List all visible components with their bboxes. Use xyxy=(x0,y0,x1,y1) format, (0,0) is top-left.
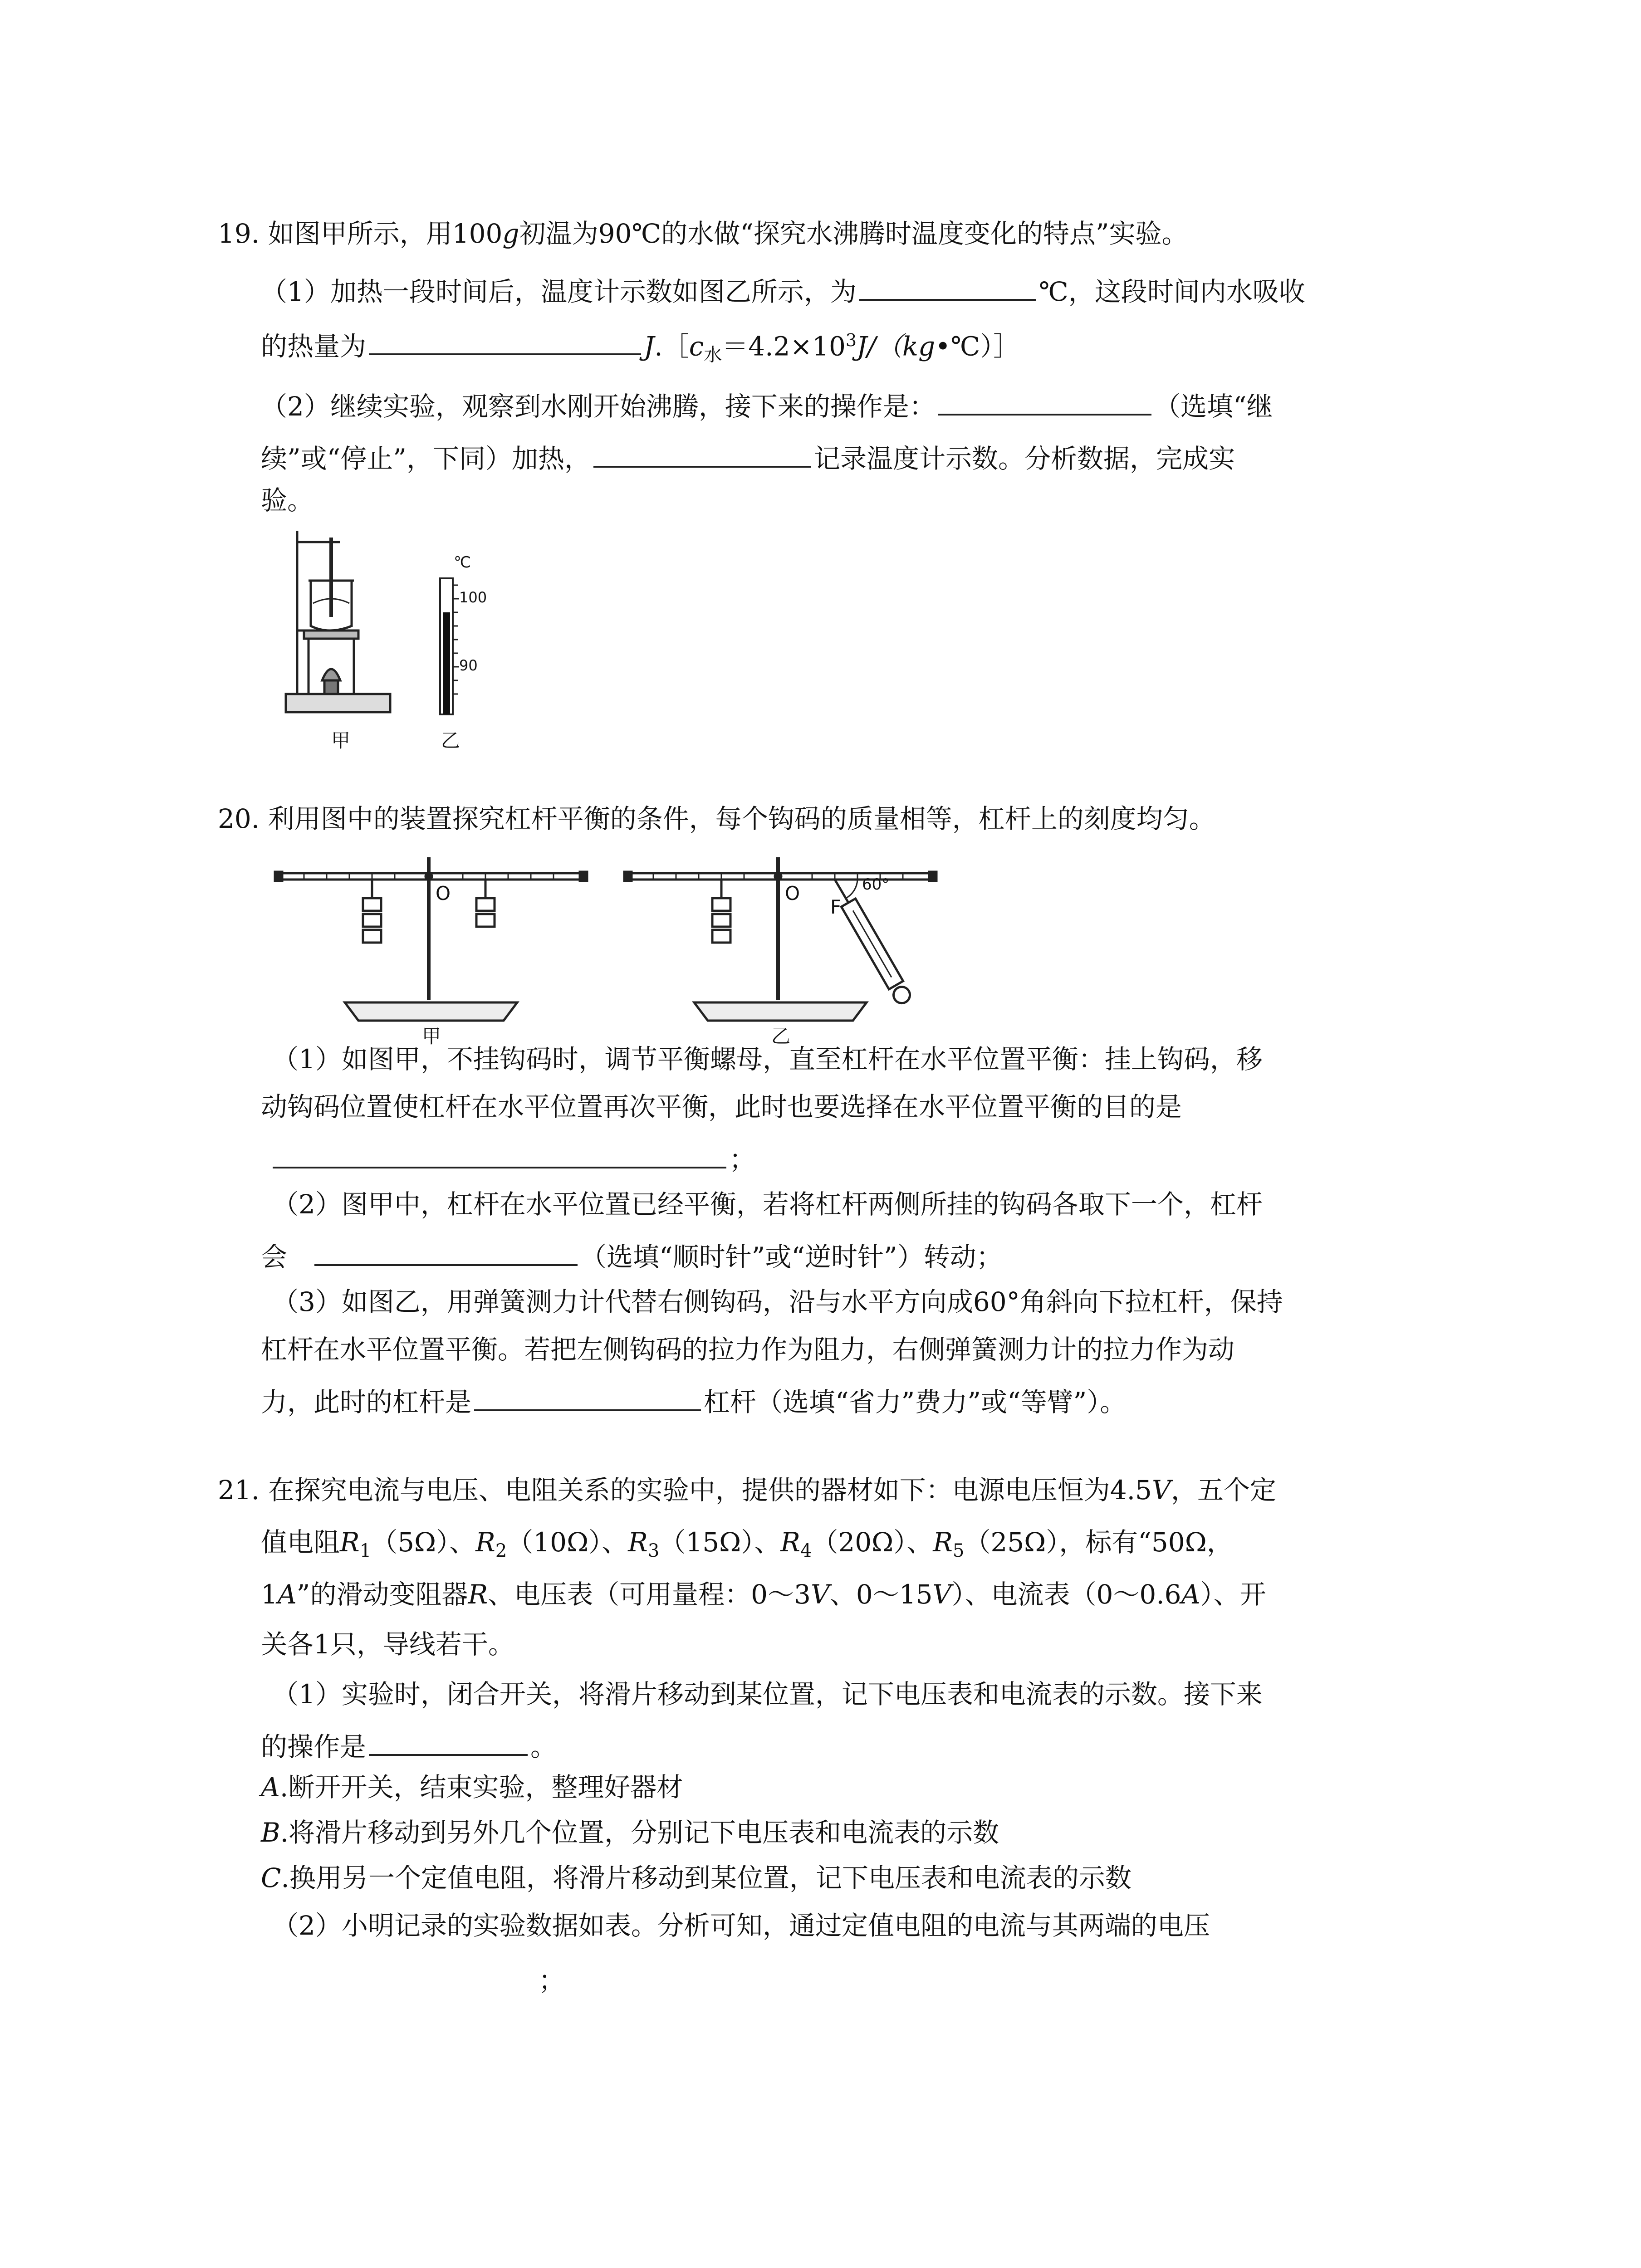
q21-unit-A: A xyxy=(277,1579,297,1610)
q19-p2-text-c: 续”或“停止”，下同）加热， xyxy=(261,443,591,474)
q19-c-symbol: c xyxy=(689,331,704,362)
q21-option-c xyxy=(261,1862,1132,1894)
q21-r1-symbol: R xyxy=(340,1527,360,1558)
q19-p1-text-c: 的热量为 xyxy=(261,331,367,362)
q20-stem xyxy=(218,803,1215,835)
q20-p3-text-d: 杠杆（选填“省力”费力”或“等臂”）。 xyxy=(704,1387,1127,1418)
thermometer-tick-100: 100 xyxy=(459,589,487,606)
force-label: F xyxy=(830,896,842,918)
q20-part1-line1 xyxy=(272,1043,1263,1075)
q21-p1-text-c: 。 xyxy=(530,1731,557,1762)
q19-answer-blank-temperature[interactable] xyxy=(859,271,1036,301)
q21-option-b-letter: B xyxy=(261,1817,280,1848)
q20-p2-text-b: 会 xyxy=(261,1242,288,1272)
q20-p3-text-b: 杠杆在水平位置平衡。若把左侧钩码的拉力作为阻力，右侧弹簧测力计的拉力作为动 xyxy=(261,1334,1235,1365)
figure-label-jia: 甲 xyxy=(331,729,351,752)
q19-p1-text-g: •℃）］ xyxy=(935,331,1020,362)
q21-p1-text-a: （1）实验时，闭合开关，将滑片移动到某位置，记下电压表和电流表的示数。接下来 xyxy=(272,1679,1263,1710)
q21-r1-value: （5Ω）、 xyxy=(371,1527,476,1558)
q20-part3-line1 xyxy=(272,1286,1283,1318)
q21-d6: ）、开 xyxy=(1200,1579,1266,1610)
boiling-apparatus-illustration xyxy=(286,531,390,712)
q21-r4-symbol: R xyxy=(780,1527,800,1558)
q21-part2-line2 xyxy=(261,1960,565,1996)
q21-r3-value: （15Ω）、 xyxy=(659,1527,781,1558)
q21-r3-subscript: 3 xyxy=(647,1540,660,1561)
q19-part1-line1 xyxy=(261,271,1305,308)
angle-label: 60° xyxy=(862,875,890,894)
q19-stem xyxy=(218,218,1188,249)
thermometer-tick-90: 90 xyxy=(459,657,478,674)
q20-p1-text-a: （1）如图甲，不挂钩码时，调节平衡螺母，直至杠杆在水平位置平衡：挂上钩码，移 xyxy=(272,1044,1263,1075)
lever-figure-label-jia: 甲 xyxy=(422,1025,441,1047)
q21-option-c-letter: C xyxy=(261,1862,281,1893)
q20-answer-blank-purpose[interactable] xyxy=(273,1139,726,1168)
q21-stem-text-a: 在探究电流与电压、电阻关系的实验中，提供的器材如下：电源电压恒为4.5 xyxy=(268,1475,1152,1505)
q20-part1-line3 xyxy=(270,1139,755,1175)
lever-jia-pivot-label: O xyxy=(436,882,451,904)
q20-stem-text: 利用图中的装置探究杠杆平衡的条件，每个钩码的质量相等，杠杆上的刻度均匀。 xyxy=(268,803,1215,834)
q19-answer-blank-continue[interactable] xyxy=(938,386,1151,415)
q20-p1-text-c: ； xyxy=(729,1144,756,1175)
q21-d3: 、电压表（可用量程：0～3 xyxy=(488,1579,811,1610)
q19-p1-text-f: J/（ xyxy=(857,331,902,362)
q21-stem-line3 xyxy=(261,1579,1266,1610)
q20-part2-line1 xyxy=(272,1188,1263,1220)
q21-option-b xyxy=(261,1817,999,1848)
q21-r1-subscript: 1 xyxy=(359,1540,372,1561)
q21-r2-value: （10Ω）、 xyxy=(507,1527,628,1558)
q21-r5-value: （25Ω），标有“50Ω， xyxy=(964,1527,1233,1558)
q19-part2-line3 xyxy=(261,484,314,516)
q19-exponent: 3 xyxy=(845,330,857,350)
q21-option-a-text: .断开开关，结束实验，整理好器材 xyxy=(279,1772,683,1803)
q21-stem-text-b: ，五个定 xyxy=(1171,1475,1276,1505)
q19-part2-line2 xyxy=(261,438,1235,474)
q20-figure xyxy=(272,853,953,1047)
q21-answer-blank-relation[interactable] xyxy=(264,1960,536,1989)
q19-mass-unit: g xyxy=(502,218,519,249)
lever-yi-pivot-label: O xyxy=(785,882,800,904)
q19-p2-text-e: 验。 xyxy=(261,485,314,516)
thermometer-unit-label: ℃ xyxy=(454,553,471,572)
q20-part1-line2 xyxy=(261,1091,1182,1123)
q20-p1-text-b: 动钩码位置使杠杆在水平位置再次平衡，此时也要选择在水平位置平衡的目的是 xyxy=(261,1091,1182,1122)
q21-d2: ”的滑动变阻器 xyxy=(296,1579,468,1610)
q19-answer-blank-heat[interactable] xyxy=(369,325,641,355)
q19-p2-text-a: （2）继续实验，观察到水刚开始沸腾，接下来的操作是： xyxy=(261,391,936,422)
q21-unit-A2: A xyxy=(1181,1579,1200,1610)
q21-stem-line2 xyxy=(261,1526,1233,1567)
q19-c-subscript: 水 xyxy=(704,344,722,366)
q21-part1-line1 xyxy=(272,1678,1263,1710)
q19-answer-blank-record[interactable] xyxy=(593,438,811,468)
q20-part3-line2 xyxy=(261,1334,1234,1365)
q19-p2-text-b: （选填“继 xyxy=(1154,391,1273,422)
q19-p1-text-d: .［ xyxy=(654,331,689,362)
q19-p1-text-e: ＝4.2×10 xyxy=(722,331,846,362)
q19-figure xyxy=(272,526,508,762)
q21-option-a-letter: A xyxy=(261,1772,280,1803)
q21-p2-text-a: （2）小明记录的实验数据如表。分析可知，通过定值电阻的电流与其两端的电压 xyxy=(272,1910,1210,1941)
q21-unit-V2: V xyxy=(932,1579,952,1610)
q21-r3-symbol: R xyxy=(628,1527,648,1558)
q21-stem-line4 xyxy=(261,1628,514,1660)
q21-r5-symbol: R xyxy=(933,1527,953,1558)
q21-d1: 1 xyxy=(261,1579,278,1610)
q20-answer-blank-lever-type[interactable] xyxy=(474,1381,701,1411)
q20-part2-line2 xyxy=(261,1236,1003,1273)
q20-part3-line3 xyxy=(261,1381,1126,1418)
q19-p1-text-a: （1）加热一段时间后，温度计示数如图乙所示，为 xyxy=(261,276,857,307)
q21-stem-text-e: 关各1只，导线若干。 xyxy=(261,1629,514,1660)
q21-r4-subscript: 4 xyxy=(800,1540,812,1561)
q20-p2-text-c: （选填“顺时针”或“逆时针”）转动； xyxy=(580,1242,1003,1272)
q21-d5: ）、电流表（0～0.6 xyxy=(951,1579,1181,1610)
q19-stem-text-2: 初温为90℃的水做“探究水沸腾时温度变化的特点”实验。 xyxy=(519,218,1188,249)
q19-figure-drawing xyxy=(272,526,508,762)
q21-number: 21. xyxy=(218,1475,260,1505)
q19-part1-line2 xyxy=(261,324,1019,371)
q19-part2-line1 xyxy=(261,386,1273,422)
q21-r2-symbol: R xyxy=(475,1527,495,1558)
thermometer-illustration xyxy=(440,578,459,714)
lever-yi-illustration xyxy=(624,857,936,1021)
q21-d4: 、0～15 xyxy=(829,1579,933,1610)
q21-p1-text-b: 的操作是 xyxy=(261,1731,367,1762)
q21-unit-V: V xyxy=(1151,1475,1171,1505)
q21-option-b-text: .将滑片移动到另外几个位置，分别记下电压表和电流表的示数 xyxy=(280,1817,999,1848)
q21-r2-subscript: 2 xyxy=(495,1540,507,1561)
figure-label-yi: 乙 xyxy=(441,729,460,752)
q21-p2-text-b: ； xyxy=(539,1965,565,1996)
q21-stem-line1 xyxy=(218,1474,1276,1506)
q19-mass: 100 xyxy=(452,218,503,249)
q20-figure-drawing xyxy=(272,853,953,1043)
lever-figure-label-yi: 乙 xyxy=(771,1025,791,1047)
q19-p2-text-d: 记录温度计示数。分析数据，完成实 xyxy=(813,443,1235,474)
q19-unit-kg: kg xyxy=(902,331,936,362)
q21-r5-subscript: 5 xyxy=(952,1540,965,1561)
q19-stem-text-1: 如图甲所示，用 xyxy=(268,218,452,249)
q19-number: 19. xyxy=(218,218,260,249)
q20-number: 20. xyxy=(218,803,260,834)
q20-p3-text-c: 力，此时的杠杆是 xyxy=(261,1387,472,1418)
q21-option-c-text: .换用另一个定值电阻，将滑片移动到某位置，记下电压表和电流表的示数 xyxy=(281,1862,1132,1893)
q21-r4-value: （20Ω）、 xyxy=(812,1527,933,1558)
q21-option-a xyxy=(261,1771,683,1803)
q21-unit-V1: V xyxy=(810,1579,830,1610)
q19-unit-J: J xyxy=(644,331,655,362)
q21-part1-line2 xyxy=(261,1726,557,1763)
q20-p2-text-a: （2）图甲中，杠杆在水平位置已经平衡，若将杠杆两侧所挂的钩码各取下一个，杠杆 xyxy=(272,1189,1263,1220)
q21-stem-text-c: 值电阻 xyxy=(261,1527,340,1558)
q21-rheostat-R: R xyxy=(468,1579,488,1610)
q20-answer-blank-rotation[interactable] xyxy=(314,1236,578,1266)
q21-answer-blank-next-step[interactable] xyxy=(369,1726,528,1756)
lever-jia-illustration xyxy=(275,857,587,1021)
q19-p1-text-b: ℃，这段时间内水吸收 xyxy=(1038,276,1305,307)
q21-part2-line1 xyxy=(272,1910,1210,1941)
q20-p3-text-a: （3）如图乙，用弹簧测力计代替右侧钩码，沿与水平方向成60°角斜向下拉杠杆，保持 xyxy=(272,1286,1283,1317)
